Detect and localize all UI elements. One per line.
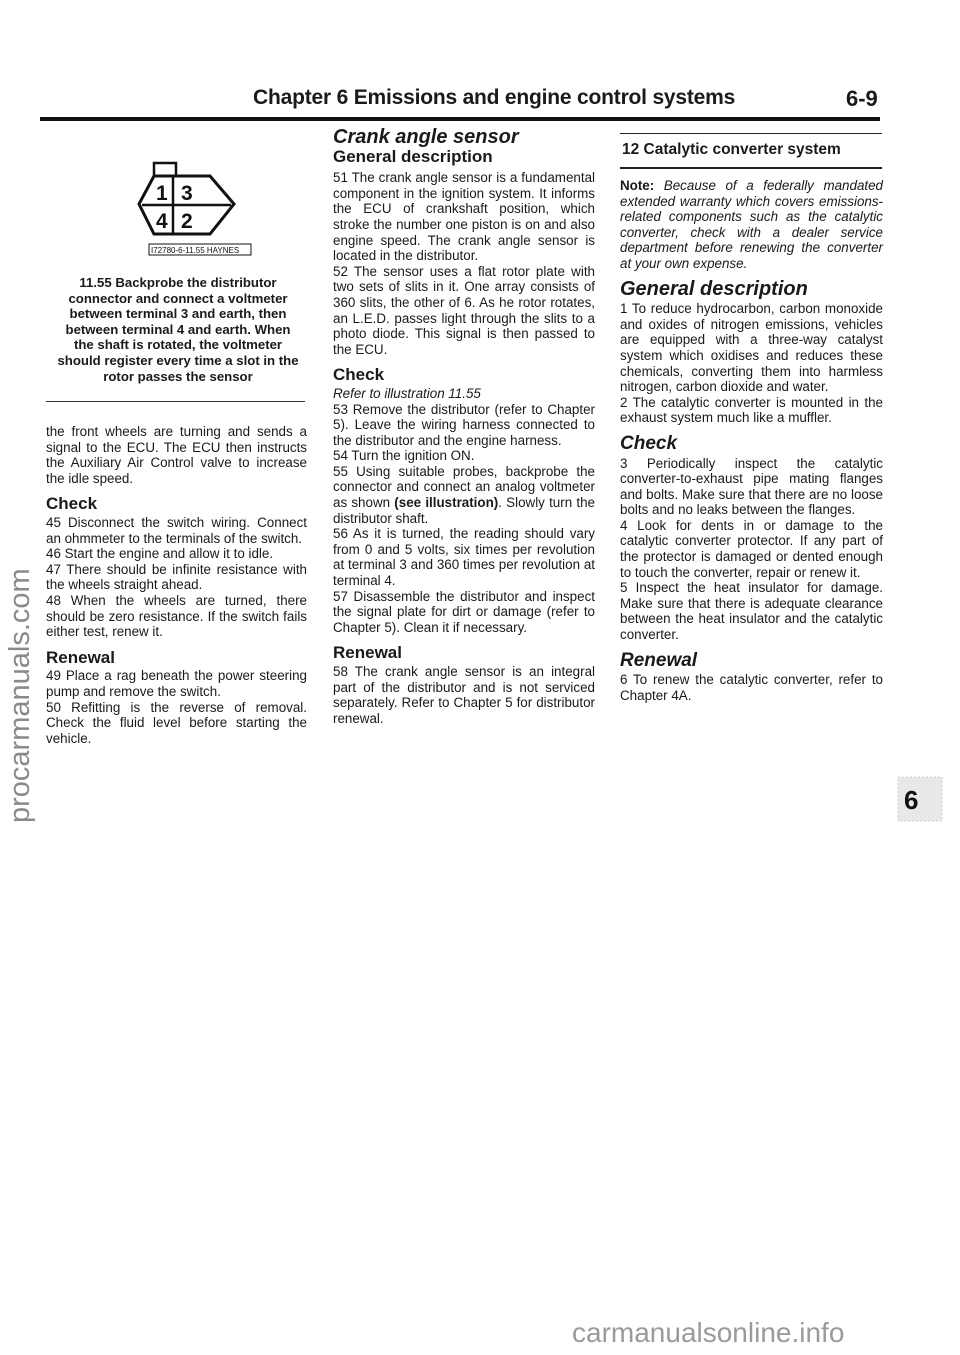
paragraph-2: 2 The catalytic converter is mounted in the exhaust system much like a muffler. [620, 394, 883, 426]
note-label: Note: [620, 178, 655, 193]
paragraph-55 [333, 464, 595, 526]
renewal-heading: Renewal [333, 643, 402, 663]
paragraph-58: 58 The crank angle sensor is an integral part of the distributor and is not serviced separately. Refer to Chapter 5 for distributor renewal. [333, 664, 595, 726]
bottom-watermark: carmanualsonline.info [572, 1317, 845, 1348]
paragraph-55-text: 55 Using suitable probes, backprobe the connector and connect an analog voltmeter as shown [333, 463, 595, 511]
paragraph-52: 52 The sensor uses a flat rotor plate with two sets of slits in it. One array consists of 360 slits, the other of 6. As he rotor rotates, an L.E.D. passes light through the slits to a photo diode. This signal is then passed to the ECU. [333, 263, 595, 357]
section-rule-top [620, 133, 882, 134]
paragraph-50: 50 Refitting is the reverse of removal. Check the fluid level before starting the vehicle. [46, 699, 307, 746]
section-title-crank-angle-sensor: Crank angle sensor [333, 126, 519, 148]
terminal-1: 1 [156, 182, 168, 205]
paragraph-56: 56 As it is turned, the reading should vary from 0 and 5 volts, six times per revolution at terminal 3 and 360 times per revolution at terminal 4. [333, 526, 595, 589]
note-text: Because of a federally mandated extended warranty which covers emissions-related components such as the catalytic converter, check with a dealer service department before renewing the converter at your own expense. [620, 178, 883, 271]
chapter-tab-number: 6 [904, 785, 919, 815]
note-paragraph [620, 178, 883, 272]
paragraph-54: 54 Turn the ignition ON. [333, 448, 475, 464]
see-illustration-ref: (see illustration) [394, 495, 499, 511]
figure-code-label: I72780-6-11.55 HAYNES [151, 246, 240, 255]
paragraph-4: 4 Look for dents in or damage to the catalytic converter protector. If any part of the protector is damaged or dented enough to touch the converter, repair or renew it. [620, 517, 883, 580]
paragraph-48: 48 When the wheels are turned, there should be zero resistance. If the switch fails either test, renew it. [46, 592, 307, 640]
general-description-heading: General description [620, 277, 808, 300]
check-heading: Check [46, 494, 98, 514]
terminal-3: 3 [181, 182, 193, 205]
renewal-heading: Renewal [46, 647, 115, 667]
illustration-reference: Refer to illustration 11.55 [333, 385, 481, 401]
general-description-heading: General description [333, 146, 493, 166]
paragraph-49: 49 Place a rag beneath the power steering pump and remove the switch. [46, 668, 307, 699]
chapter-tab [896, 775, 944, 823]
header-rule [40, 117, 880, 121]
renewal-heading: Renewal [620, 649, 698, 671]
side-watermark: procarmanuals.com [4, 568, 36, 823]
paragraph-3: 3 Periodically inspect the catalytic converter-to-exhaust pipe mating flanges and bolts. Make sure that there are no loose bolts and no leaks between the flanges. [620, 455, 883, 518]
page-number: 6-9 [846, 86, 878, 111]
left-column [46, 424, 307, 746]
paragraph-57: 57 Disassemble the distributor and inspect the signal plate for dirt or damage (refer to Chapter 5). Clean it if necessary. [333, 588, 595, 635]
paragraph-53: 53 Remove the distributor (refer to Chapter 5). Leave the wiring harness connected to the distributor and the engine harness. [333, 401, 595, 448]
paragraph-1: 1 To reduce hydrocarbon, carbon monoxide and oxides of nitrogen emissions, vehicles are equipped with a three-way catalyst system which oxidises and reduces these chemicals, converting them into harmless nitrogen, carbon dioxide and water. [620, 301, 883, 395]
paragraph-55-text-end: . Slowly turn the distributor shaft. [333, 495, 595, 526]
right-column [620, 178, 883, 703]
paragraph-51: 51 The crank angle sensor is a fundamental component in the ignition system. It informs the ECU of crankshaft position, which stroke the number one piston is on and also engine speed. The crank angle sensor is located in the distributor. [333, 170, 595, 264]
check-heading: Check [333, 365, 385, 385]
check-heading: Check [620, 432, 678, 454]
paragraph-5: 5 Inspect the heat insulator for damage. Make sure that there is adequate clearance between the heat insulator and the catalytic converter. [620, 580, 883, 643]
terminal-4: 4 [156, 210, 168, 233]
terminal-2: 2 [181, 210, 193, 233]
figure-caption: 11.55 Backprobe the distributor connector and connect a voltmeter between terminal 3 and earth, then between terminal 4 and earth. When the shaft is rotated, the voltmeter should register every time a slot in the rotor passes the sensor [57, 275, 299, 384]
middle-column [333, 126, 595, 726]
caption-rule [46, 401, 305, 402]
section-rule-bottom [620, 167, 882, 169]
section-title-catalytic-converter: 12 Catalytic converter system [622, 141, 841, 158]
paragraph-47: 47 There should be infinite resistance with the wheels straight ahead. [46, 561, 307, 593]
continued-paragraph: the front wheels are turning and sends a signal to the ECU. The ECU then instructs the Auxiliary Air Control valve to increase the idle speed. [46, 424, 307, 486]
connector-diagram [136, 158, 262, 274]
chapter-title: Chapter 6 Emissions and engine control systems [253, 86, 736, 109]
paragraph-45: 45 Disconnect the switch wiring. Connect an ohmmeter to the terminals of the switch. [46, 514, 307, 546]
paragraph-46: 46 Start the engine and allow it to idle. [46, 546, 274, 562]
paragraph-6: 6 To renew the catalytic converter, refer to Chapter 4A. [620, 672, 883, 703]
